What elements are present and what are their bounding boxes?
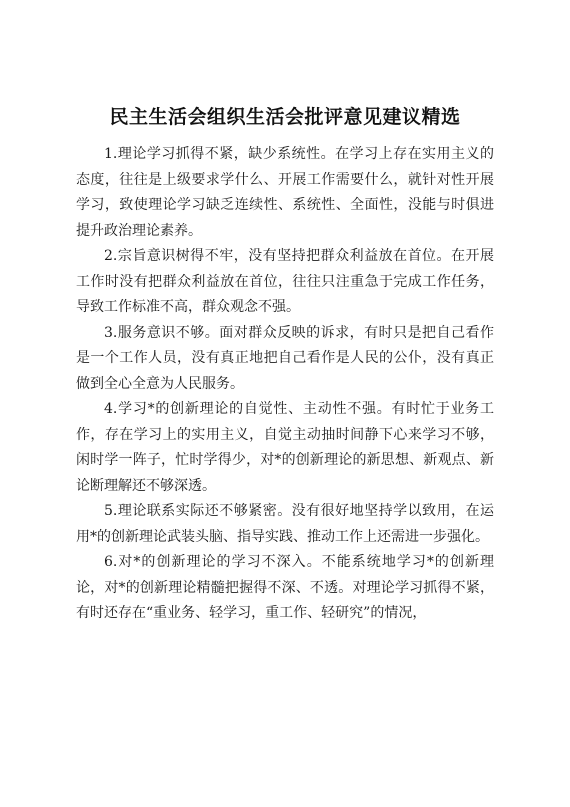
paragraph-3: 3.服务意识不够。面对群众反映的诉求，有时只是把自己看作是一个工作人员，没有真正地把自己看作是人民的公仆，没有真正做到全心全意为人民服务。 [76, 324, 494, 392]
document-title: 民主生活会组织生活会批评意见建议精选 [109, 106, 461, 128]
paragraph-6: 6.对*的创新理论的学习不深入。不能系统地学习*的创新理论，对*的创新理论精髓把握得不深、不透。对理论学习抓得不紧，有时还存在“重业务、轻学习，重工作、轻研究”的情况， [76, 554, 494, 621]
document-body [76, 142, 494, 627]
paragraph-1: 1.理论学习抓得不紧，缺少系统性。在学习上存在实用主义的态度，往往是上级要求学什么、开展工作需要什么，就针对性开展学习，致使理论学习缺乏连续性、系统性、全面性，没能与时俱进提升政治理论素养。 [76, 146, 494, 239]
paragraph-5: 5.理论联系实际还不够紧密。没有很好地坚持学以致用，在运用*的创新理论武装头脑、指导实践、推动工作上还需进一步强化。 [76, 503, 494, 545]
paragraph-4: 4.学习*的创新理论的自觉性、主动性不强。有时忙于业务工作，存在学习上的实用主义，自觉主动抽时间静下心来学习不够，闲时学一阵子，忙时学得少，对*的创新理论的新思想、新观点、新论断理解还不够深透。 [76, 401, 494, 494]
paragraph-2: 2.宗旨意识树得不牢，没有坚持把群众利益放在首位。在开展工作时没有把群众利益放在首位，往往只注重急于完成工作任务，导致工作标准不高，群众观念不强。 [76, 248, 494, 315]
